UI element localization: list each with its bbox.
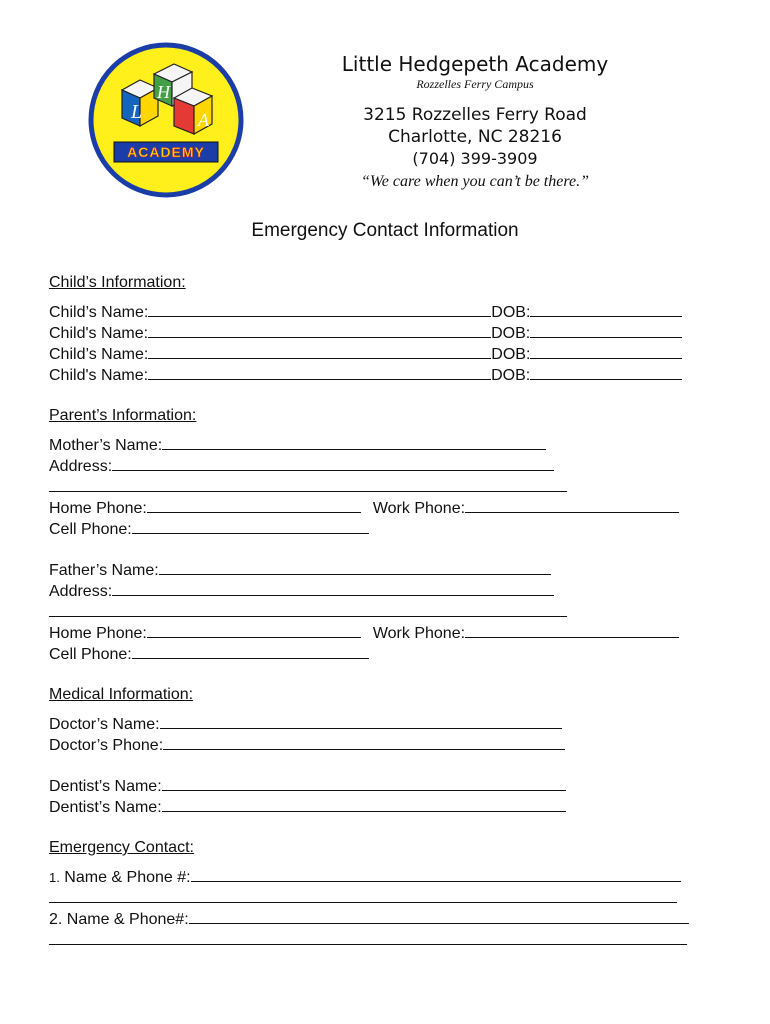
dentist-name-field[interactable] bbox=[162, 796, 566, 812]
logo-letter-a: A bbox=[198, 110, 209, 130]
doctor-phone-field[interactable] bbox=[163, 734, 565, 750]
emergency-name-phone-label: Name & Phone #: bbox=[59, 869, 191, 886]
mother-name-row bbox=[49, 434, 739, 455]
father-name-label: Father’s Name: bbox=[49, 562, 159, 579]
child-name-label: Child’s Name: bbox=[49, 346, 149, 363]
dentist-name-label: Dentist’s Name: bbox=[49, 778, 162, 795]
child-row bbox=[49, 322, 739, 343]
logo-letter-l: L bbox=[131, 101, 143, 123]
father-address-field[interactable] bbox=[112, 580, 554, 596]
child-name-field[interactable] bbox=[148, 364, 491, 380]
academy-logo bbox=[88, 42, 244, 198]
father-home-phone-field[interactable] bbox=[147, 622, 361, 638]
mother-address-field[interactable] bbox=[112, 455, 554, 471]
emergency-contact-1-line-2 bbox=[49, 887, 739, 908]
doctor-phone-label: Doctor’s Phone: bbox=[49, 737, 164, 754]
school-motto: “We care when you can’t be there.” bbox=[361, 173, 589, 190]
father-name-row bbox=[49, 559, 739, 580]
father-phone-row bbox=[49, 622, 739, 643]
child-name-field[interactable] bbox=[148, 343, 491, 359]
mother-name-field[interactable] bbox=[162, 434, 546, 450]
dentist-name-field[interactable] bbox=[162, 775, 566, 791]
medical-section-heading: Medical Information: bbox=[49, 686, 194, 703]
mother-address-line-2 bbox=[49, 476, 739, 497]
child-name-field[interactable] bbox=[148, 322, 491, 338]
school-phone: (704) 399-3909 bbox=[412, 149, 538, 168]
child-row bbox=[49, 364, 739, 385]
child-name-label: Child’s Name: bbox=[49, 304, 149, 321]
emergency-contact-2-row bbox=[49, 908, 739, 929]
work-phone-label: Work Phone: bbox=[372, 625, 466, 642]
form-title: Emergency Contact Information bbox=[251, 220, 519, 241]
doctor-name-field[interactable] bbox=[160, 713, 562, 729]
doctor-phone-row bbox=[49, 734, 739, 755]
mother-address-field-2[interactable] bbox=[49, 476, 567, 492]
mother-home-phone-field[interactable] bbox=[147, 497, 361, 513]
emergency-name-phone-label-2: 2. Name & Phone#: bbox=[49, 911, 189, 928]
emergency-contact-2-line-2 bbox=[49, 929, 739, 950]
cell-phone-label: Cell Phone: bbox=[49, 646, 132, 663]
child-row bbox=[49, 343, 739, 364]
mother-phone-row bbox=[49, 497, 739, 518]
street-address: 3215 Rozzelles Ferry Road bbox=[363, 105, 587, 125]
father-work-phone-field[interactable] bbox=[465, 622, 679, 638]
home-phone-label: Home Phone: bbox=[49, 625, 147, 642]
mother-name-label: Mother’s Name: bbox=[49, 437, 163, 454]
mother-cell-row bbox=[49, 518, 739, 539]
school-header bbox=[300, 52, 650, 192]
work-phone-label: Work Phone: bbox=[372, 500, 466, 517]
mother-cell-phone-field[interactable] bbox=[132, 518, 369, 534]
mother-work-phone-field[interactable] bbox=[465, 497, 679, 513]
father-address-field-2[interactable] bbox=[49, 601, 567, 617]
father-address-row bbox=[49, 580, 739, 601]
emergency-contact-1-field[interactable] bbox=[191, 866, 681, 882]
dob-field[interactable] bbox=[530, 364, 682, 380]
child-section-heading: Child’s Information: bbox=[49, 274, 186, 291]
city-state-zip: Charlotte, NC 28216 bbox=[388, 127, 562, 147]
dob-field[interactable] bbox=[530, 301, 682, 317]
home-phone-label: Home Phone: bbox=[49, 500, 147, 517]
dob-label: DOB: bbox=[491, 367, 531, 384]
emergency-section-heading: Emergency Contact: bbox=[49, 839, 194, 856]
dob-label: DOB: bbox=[491, 346, 531, 363]
dob-label: DOB: bbox=[491, 325, 531, 342]
child-row bbox=[49, 301, 739, 322]
child-name-label: Child's Name: bbox=[49, 367, 149, 384]
logo-banner-text: ACADEMY bbox=[127, 144, 205, 160]
dentist-name-row bbox=[49, 796, 739, 817]
dob-label: DOB: bbox=[491, 304, 531, 321]
dentist-name-row bbox=[49, 775, 739, 796]
emergency-contact-1-row bbox=[49, 866, 739, 887]
address-label: Address: bbox=[49, 583, 113, 600]
father-name-field[interactable] bbox=[159, 559, 551, 575]
emergency-form bbox=[49, 272, 739, 950]
father-address-line-2 bbox=[49, 601, 739, 622]
child-name-label: Child's Name: bbox=[49, 325, 149, 342]
campus-name: Rozzelles Ferry Campus bbox=[416, 77, 534, 91]
child-name-field[interactable] bbox=[148, 301, 491, 317]
address-label: Address: bbox=[49, 458, 113, 475]
dob-field[interactable] bbox=[530, 322, 682, 338]
father-cell-row bbox=[49, 643, 739, 664]
emergency-contact-2-field-2[interactable] bbox=[49, 929, 687, 945]
father-cell-phone-field[interactable] bbox=[132, 643, 369, 659]
school-name: Little Hedgepeth Academy bbox=[341, 52, 609, 76]
logo-letter-h: H bbox=[157, 82, 170, 102]
emergency-contact-2-field[interactable] bbox=[189, 908, 689, 924]
doctor-name-row bbox=[49, 713, 739, 734]
dob-field[interactable] bbox=[530, 343, 682, 359]
dentist-name-label: Dentist’s Name: bbox=[49, 799, 162, 816]
emergency-contact-1-field-2[interactable] bbox=[49, 887, 677, 903]
mother-address-row bbox=[49, 455, 739, 476]
cell-phone-label: Cell Phone: bbox=[49, 521, 132, 538]
emergency-number-1: 1. bbox=[49, 870, 60, 885]
parent-section-heading: Parent’s Information: bbox=[49, 407, 197, 424]
doctor-name-label: Doctor’s Name: bbox=[49, 716, 160, 733]
